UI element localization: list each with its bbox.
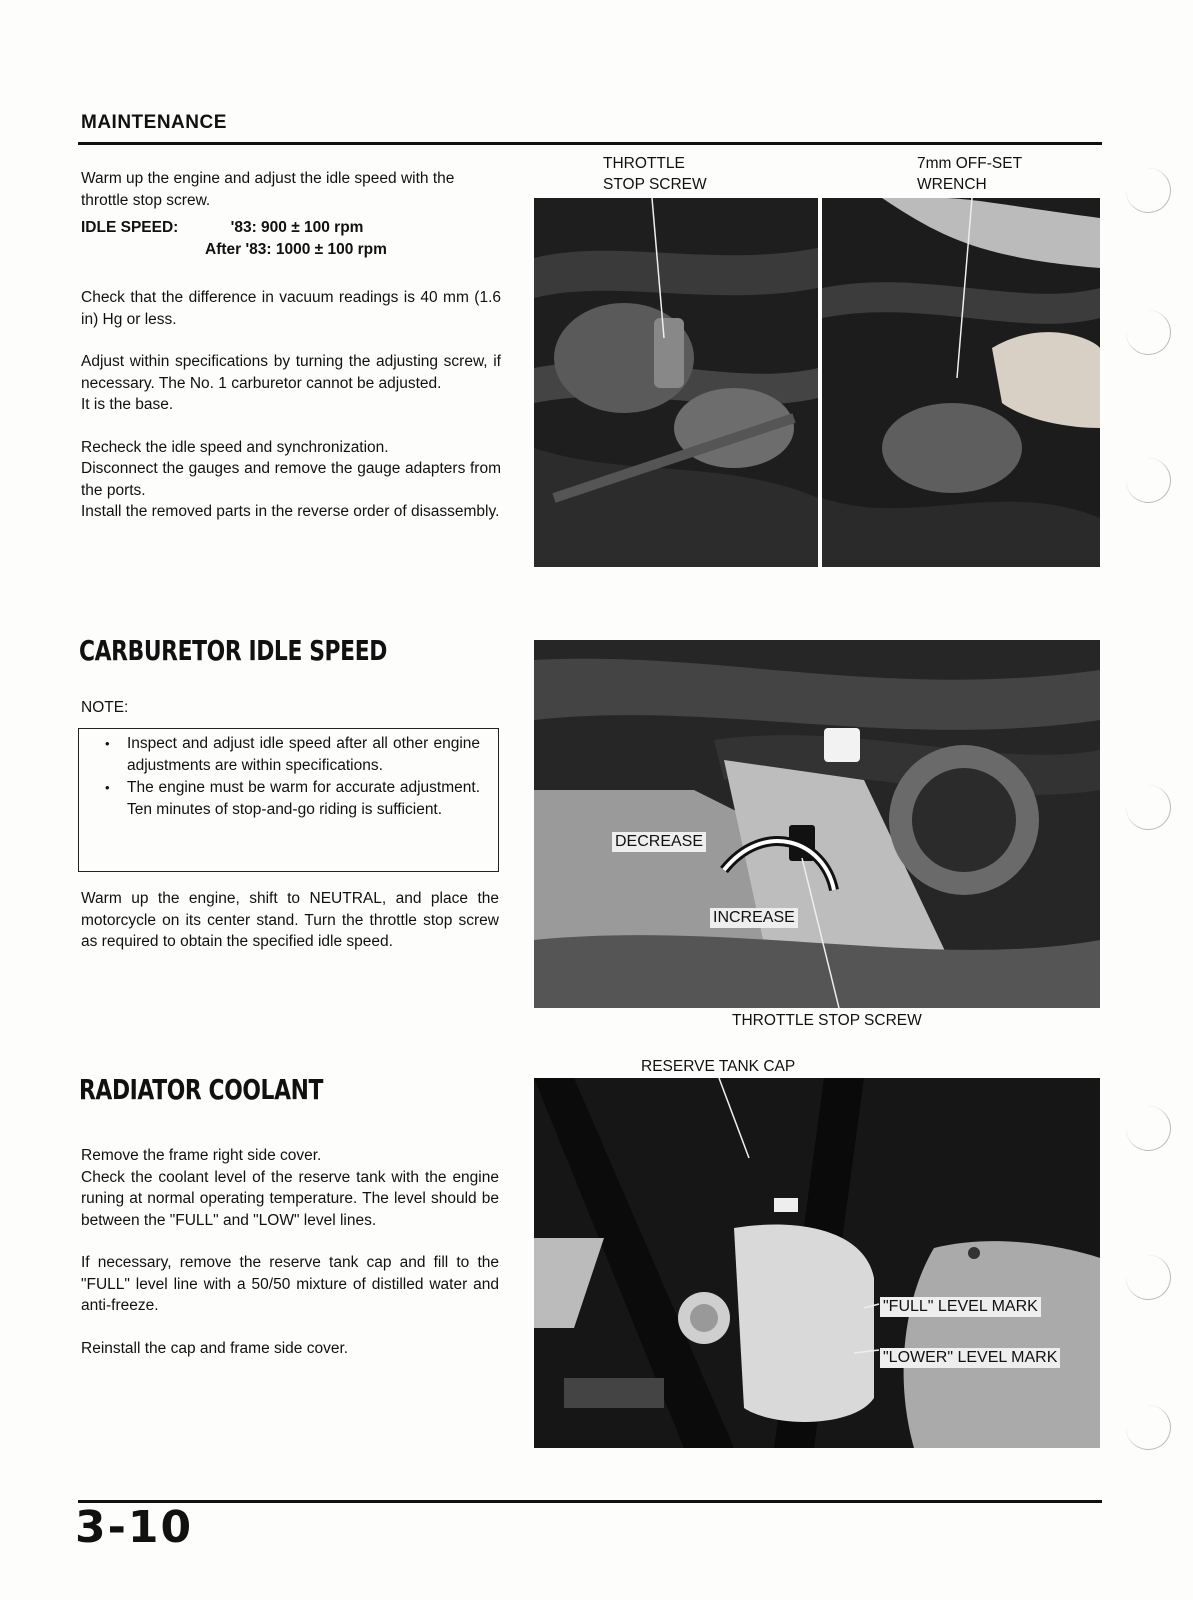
- figure-label-throttle-2: STOP SCREW: [603, 176, 707, 193]
- binder-hole-mark: [1126, 168, 1171, 213]
- idle-speed-label: IDLE SPEED:: [81, 219, 179, 236]
- decrease-label: DECREASE: [612, 832, 706, 852]
- binder-hole-mark: [1126, 1255, 1171, 1300]
- carburetor-photo: [534, 640, 1100, 1008]
- full-level-label: "FULL" LEVEL MARK: [880, 1297, 1041, 1317]
- idle-speed-83: '83: 900 ± 100 rpm: [230, 219, 364, 236]
- base-note: It is the base.: [81, 396, 174, 413]
- binder-hole-mark: [1126, 1405, 1171, 1450]
- carburetor-heading: CARBURETOR IDLE SPEED: [79, 634, 387, 667]
- binder-hole-mark: [1126, 785, 1171, 830]
- remove-cover-line: Remove the frame right side cover.: [81, 1147, 322, 1164]
- adjust-paragraph: Adjust within specifications by turning the adjusting screw, if necessary. The No. 1 carburetor cannot be adjusted.: [81, 353, 501, 392]
- reserve-tank-photo: [534, 1078, 1100, 1448]
- wrench-photo: [822, 198, 1100, 567]
- vacuum-paragraph: Check that the difference in vacuum readings is 40 mm (1.6 in) Hg or less.: [81, 289, 501, 328]
- figure-label-wrench-2: WRENCH: [917, 176, 987, 193]
- note-item: • Inspect and adjust idle speed after all other engine adjustments are within specifications.: [127, 733, 480, 776]
- header-rule: [78, 142, 1102, 145]
- note-item: • The engine must be warm for accurate adjustment. Ten minutes of stop-and-go riding is sufficient.: [127, 777, 480, 820]
- check-level-paragraph: Check the coolant level of the reserve tank with the engine runing at normal operating temperature. The level should be between the "FULL" and "LOW" level lines.: [81, 1168, 499, 1229]
- warmup-paragraph: Warm up the engine and adjust the idle speed with the throttle stop screw.: [81, 170, 455, 209]
- recheck-line: Recheck the idle speed and synchronization.: [81, 438, 389, 456]
- fill-paragraph: If necessary, remove the reserve tank cap and fill to the "FULL" level line with a 50/50 mixture of distilled water and anti-freeze.: [81, 1254, 499, 1314]
- coolant-heading: RADIATOR COOLANT: [79, 1073, 323, 1106]
- binder-hole-mark: [1126, 310, 1171, 355]
- note-box: [78, 728, 499, 872]
- install-line: Install the removed parts in the reverse order of disassembly.: [81, 503, 500, 520]
- idle-speed-spec: [81, 217, 501, 261]
- top-text-block: [81, 168, 501, 523]
- throttle-screw-photo: [534, 198, 818, 567]
- section-title: MAINTENANCE: [81, 112, 227, 133]
- figure-label-throttle-1: THROTTLE: [603, 155, 685, 172]
- idle-speed-after-83: After '83: 1000 ± 100 rpm: [205, 241, 387, 258]
- binder-hole-mark: [1126, 1106, 1171, 1151]
- throttle-stop-screw-label: THROTTLE STOP SCREW: [732, 1012, 922, 1029]
- disconnect-line: Disconnect the gauges and remove the gauge adapters from the ports.: [81, 460, 501, 499]
- figure-label-wrench-1: 7mm OFF-SET: [917, 155, 1023, 172]
- page-number: 3-10: [75, 1502, 194, 1553]
- lower-level-label: "LOWER" LEVEL MARK: [880, 1348, 1060, 1368]
- footer-rule: [78, 1500, 1102, 1503]
- increase-label: INCREASE: [710, 908, 798, 928]
- note-list: [79, 729, 498, 825]
- binder-hole-mark: [1126, 458, 1171, 503]
- coolant-text-block: [81, 1145, 499, 1359]
- note-label: NOTE:: [81, 699, 129, 716]
- reinstall-line: Reinstall the cap and frame side cover.: [81, 1339, 349, 1357]
- carburetor-paragraph: Warm up the engine, shift to NEUTRAL, and place the motorcycle on its center stand. Turn the throttle stop screw as required to obtain the specified idle speed.: [81, 890, 499, 950]
- reserve-tank-cap-label: RESERVE TANK CAP: [641, 1058, 796, 1075]
